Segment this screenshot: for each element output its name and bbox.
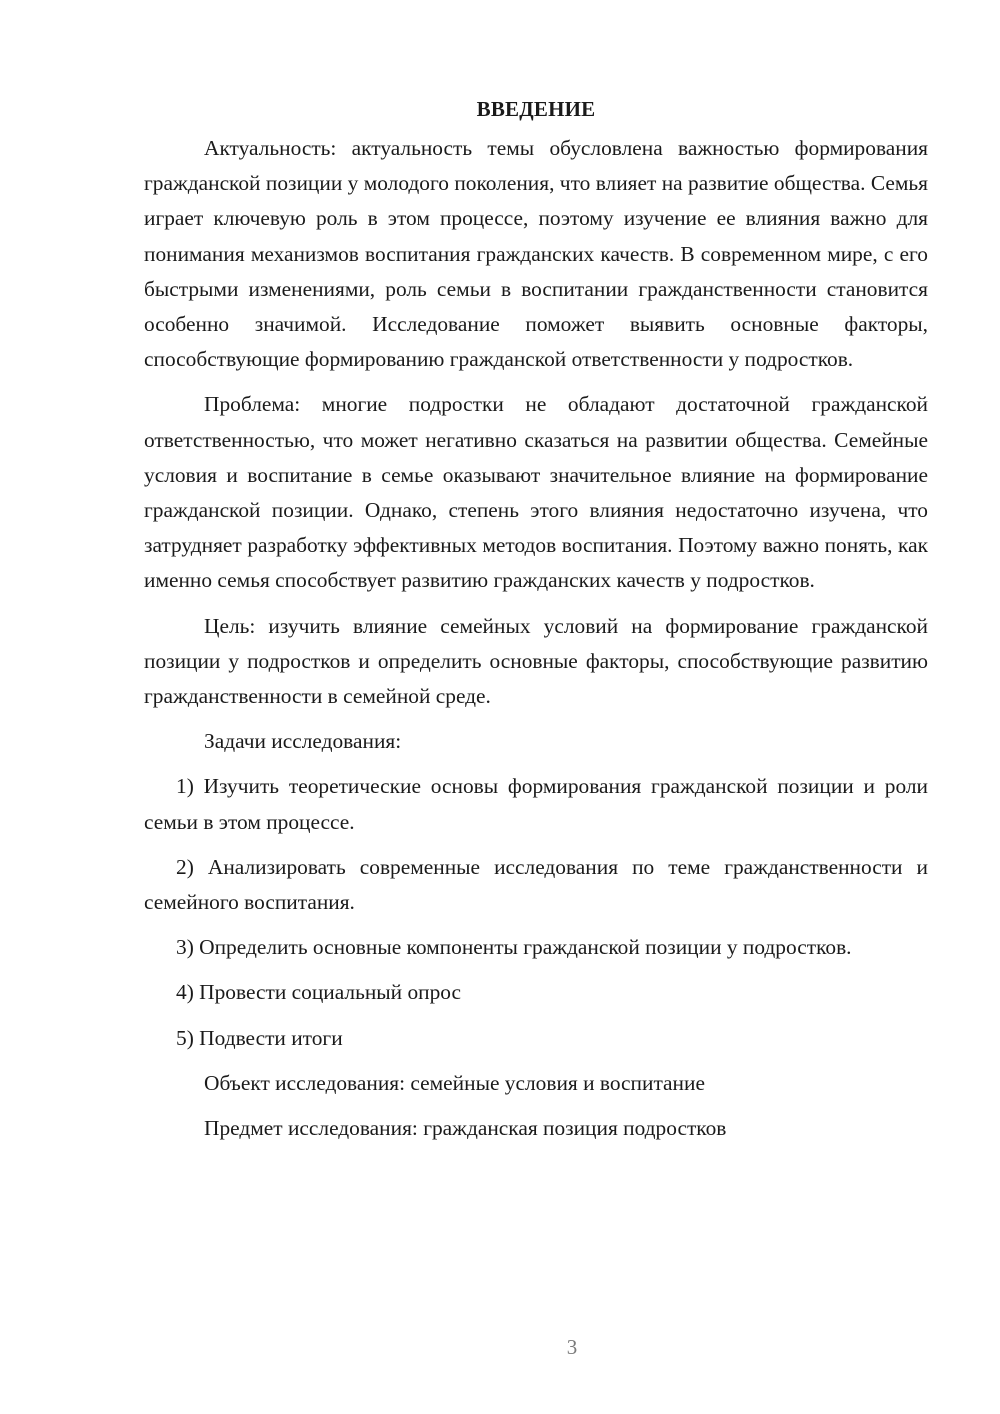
page-number xyxy=(72,1332,1000,1362)
research-object: Объект исследования: семейные условия и воспитание xyxy=(204,1070,705,1095)
task-item-5: 5) Подвести итоги xyxy=(176,1025,343,1050)
research-subject: Предмет исследования: гражданская позиция подростков xyxy=(204,1116,727,1141)
relevance-paragraph: Актуальность: актуальность темы обусловлена важностью формирования гражданской позиции у молодого поколения, что влияет на развитие общества. Семья играет ключевую роль в этом процессе, поэтому изучение ее влияния важно для понимания механизмов воспитания гражданских качеств. В современном мире, с его быстрыми изменениями, роль семьи в воспитании гражданственности становится особенно значимой. Исследование поможет выявить основные факторы, способствующие формированию гражданской ответственности у подростков. xyxy=(144,136,928,372)
section-title: ВВЕДЕНИЕ xyxy=(476,97,596,121)
page-number-text: 3 xyxy=(566,1335,578,1359)
problem-paragraph: Проблема: многие подростки не обладают достаточной гражданской ответственностью, что может негативно сказаться на развитии общества. Семейные условия и воспитание в семье оказывают значительное влияние на формирование гражданской позиции. Однако, степень этого влияния недостаточно изучена, что затрудняет разработку эффективных методов воспитания. Поэтому важно понять, как именно семья способствует развитию гражданских качеств у подростков. xyxy=(144,392,928,593)
goal-paragraph: Цель: изучить влияние семейных условий на формирование гражданской позиции у подростков и определить основные факторы, способствующие развитию гражданственности в семейной среде. xyxy=(144,613,928,709)
page-content xyxy=(144,92,928,1146)
tasks-heading: Задачи исследования: xyxy=(204,729,402,754)
task-item-2: 2) Анализировать современные исследования по теме гражданственности и семейного воспитания. xyxy=(144,854,928,915)
task-item-1: 1) Изучить теоретические основы формирования гражданской позиции и роли семьи в этом процессе. xyxy=(144,774,928,834)
task-item-4: 4) Провести социальный опрос xyxy=(176,980,462,1005)
task-item-3: 3) Определить основные компоненты гражданской позиции у подростков. xyxy=(176,935,852,960)
